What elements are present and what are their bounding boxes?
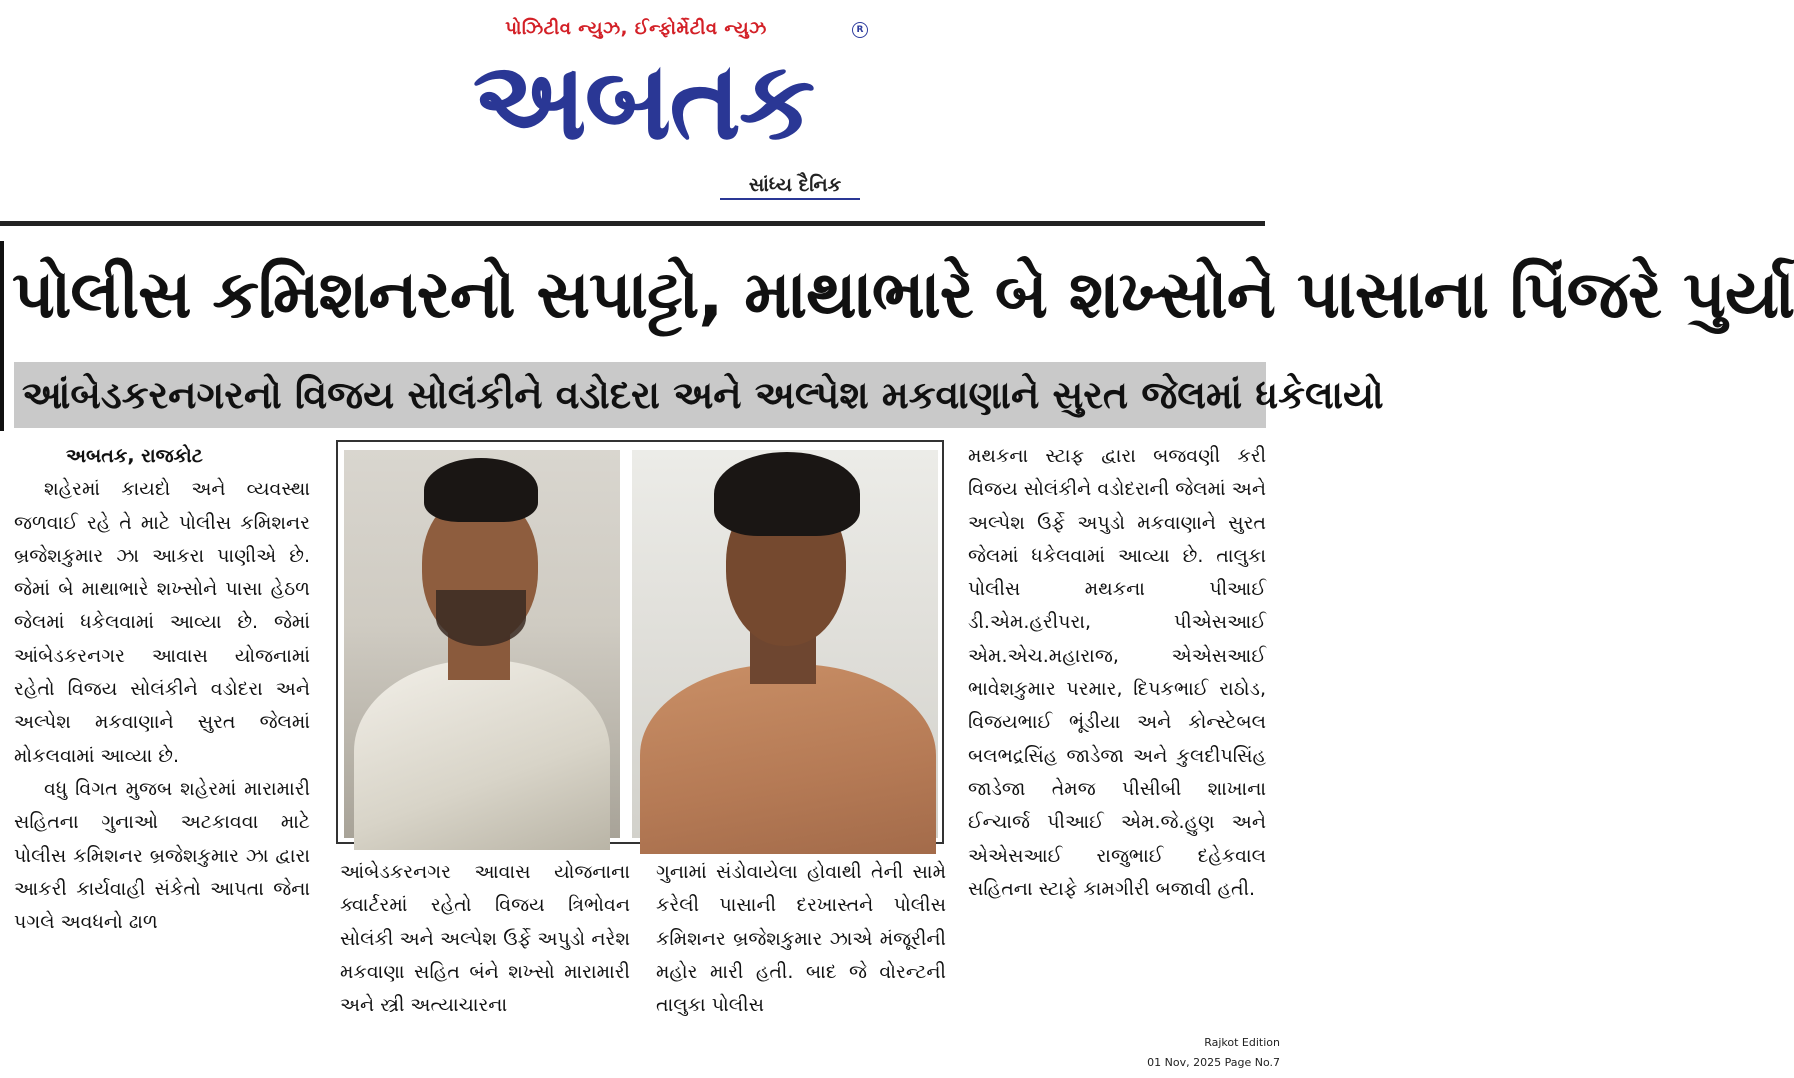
accused-photo-left (344, 450, 620, 838)
masthead-divider (0, 221, 1265, 226)
masthead (420, 12, 870, 207)
hair-shape (714, 452, 860, 536)
article-paragraph: શહેરમાં કાયદો અને વ્યવસ્થા જળવાઈ રહે તે માટે પોલીસ કમિશનર બ્રજેશકુમાર ઝા આકરા પાણીએ છે. જેમાં બે માથાભારે શખ્સોને પાસા હેઠળ જેલમાં ધકેલવામાં આવ્યા છે. જેમાં આંબેડકરનગર આવાસ યોજનામાં રહેતો વિજય સોલંકીને વડોદરા અને અલ્પેશ મકવાણાને સુરત જેલમાં મોકલવામાં આવ્યા છે. (14, 478, 310, 767)
masthead-tagline: પોઝિટીવ ન્યુઝ, ઈન્ફોર્મેટીવ ન્યુઝ (505, 18, 767, 39)
shirt-shape (354, 660, 610, 850)
headline-left-rule (0, 241, 4, 431)
article-column-4 (968, 440, 1266, 1030)
newspaper-logo: અબતક (472, 39, 814, 164)
article-paragraph: આંબેડકરનગર આવાસ યોજનાના ક્વાર્ટરમાં રહેતો વિજય ત્રિભોવન સોલંકી અને અલ્પેશ ઉર્ફે અપુડો નરેશ મકવાણા સહિત બંને શખ્સો મારામારી અને સ્ત્રી અત્યાચારના (340, 861, 630, 1017)
article-paragraph: વધુ વિગત મુજબ શહેરમાં મારામારી સહિતના ગુનાઓ અટકાવવા માટે પોલીસ કમિશનર બ્રજેશકુમાર ઝા દ્વારા આકરી કાર્યવાહી સંકેતો આપતા જેના પગલે અવધનો ઢાળ (14, 777, 310, 934)
beard-shape (436, 590, 526, 646)
article-column-1 (14, 440, 310, 1022)
article-column-2 (340, 856, 630, 1026)
article-column-3 (656, 856, 946, 1026)
article-paragraph: મથકના સ્ટાફ દ્વારા બજવણી કરી વિજય સોલંકીને વડોદરાની જેલમાં અને અલ્પેશ ઉર્ફે અપુડો મકવાણાને સુરત જેલમાં ધકેલવામાં આવ્યા છે. તાલુકા પોલીસ મથકના પીઆઈ ડી.એમ.હરીપરા, પીએસઆઈ એમ.એચ.મહારાજ, એએસઆઈ ભાવેશકુમાર પરમાર, દિપકભાઈ રાઠોડ, વિજયભાઈ ભૂંડીયા અને કોન્સ્ટેબલ બલભદ્રસિંહ જાડેજા અને કુલદીપસિંહ જાડેજા તેમજ પીસીબી શાખાના ઈન્ચાર્જ પીઆઈ એમ.જે.હુણ અને એએસઆઈ રાજુભાઈ દહેકવાલ સહિતના સ્ટાફે કામગીરી બજાવી હતી. (968, 445, 1266, 900)
article-headline: પોલીસ કમિશનરનો સપાટ્ટો, માથાભારે બે શખ્સોને પાસાના પિંજરે પુર્યા (12, 256, 1794, 333)
edition-label: Rajkot Edition (1204, 1036, 1280, 1049)
article-paragraph: ગુનામાં સંડોવાયેલા હોવાથી તેની સામે કરેલી પાસાની દરખાસ્તને પોલીસ કમિશનર બ્રજેશકુમાર ઝાએ મંજૂરીની મહોર મારી હતી. બાદ જે વોરન્ટની તાલુકા પોલીસ (656, 861, 946, 1017)
hair-shape (424, 458, 538, 522)
article-subhead: આંબેડકરનગરનો વિજય સોલંકીને વડોદરા અને અલ્પેશ મકવાણાને સુરત જેલમાં ધકેલાયો (14, 362, 1266, 428)
masthead-subbrand: સાંધ્ય દૈનિક (748, 174, 842, 196)
shirt-shape (640, 664, 936, 854)
accused-photo-right (632, 450, 938, 838)
subbrand-underline (720, 198, 860, 200)
registered-mark: R (852, 22, 868, 38)
article-dateline: અબતક, રાજકોટ (66, 445, 203, 467)
accused-photo (336, 440, 944, 844)
date-page-label: 01 Nov, 2025 Page No.7 (1147, 1056, 1280, 1069)
